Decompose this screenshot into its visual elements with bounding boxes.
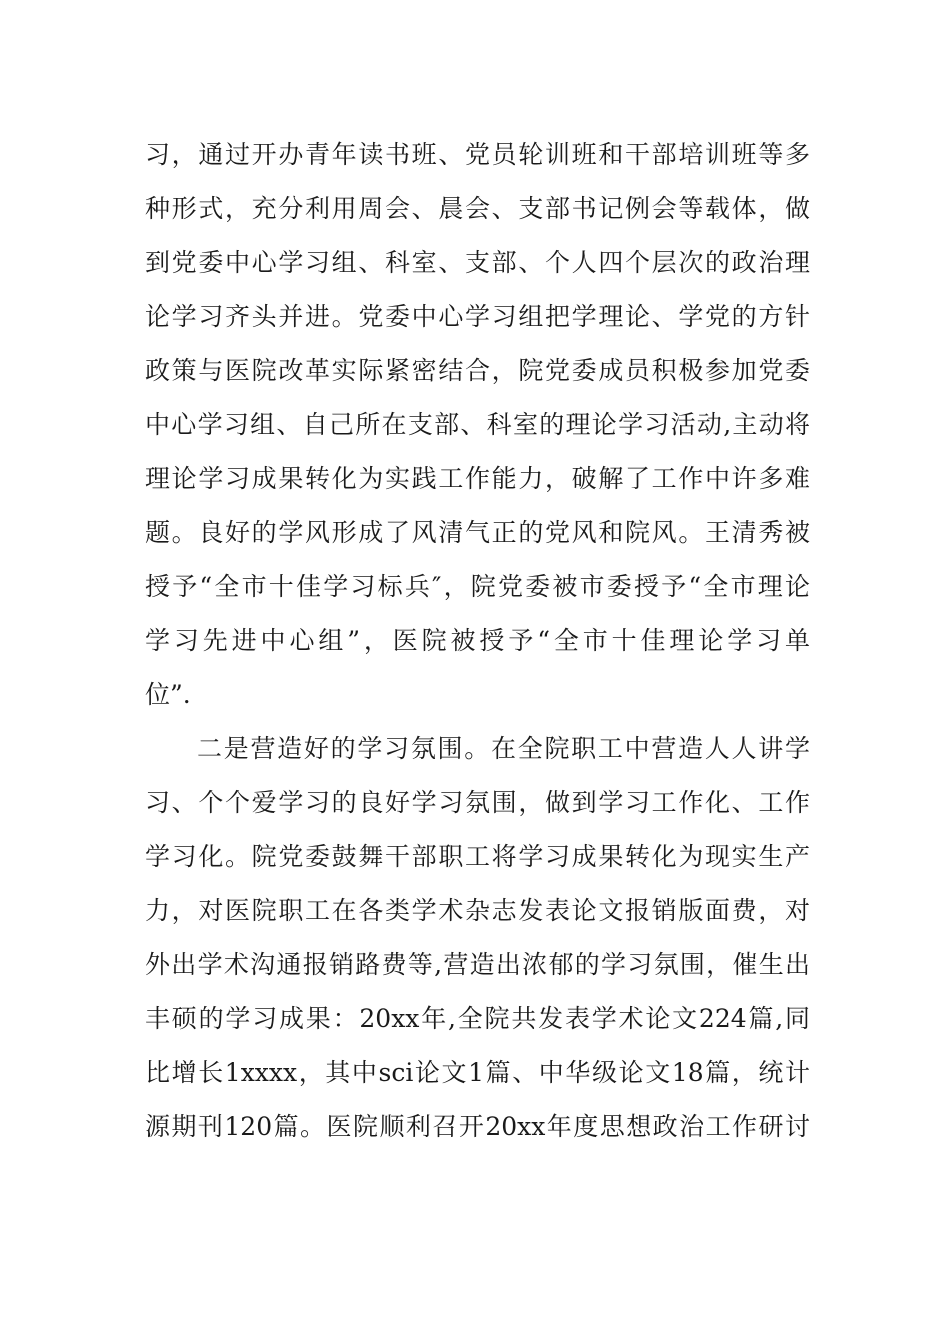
text-line: 比增长1xxxx，其中sci论文1篇、中华级论文18篇，统计 <box>145 1058 810 1087</box>
text-line-paragraph-end: 位”. <box>145 680 191 709</box>
text-line: 政策与医院改革实际紧密结合，院党委成员积极参加党委 <box>145 356 810 385</box>
text-line: 到党委中心学习组、科室、支部、个人四个层次的政治理 <box>145 248 810 277</box>
text-line: 源期刊120篇。医院顺利召开20xx年度思想政治工作研讨 <box>145 1112 810 1141</box>
text-line: 习，通过开办青年读书班、党员轮训班和干部培训班等多 <box>145 140 810 169</box>
text-line: 理论学习成果转化为实践工作能力，破解了工作中许多难 <box>145 464 810 493</box>
text-line: 丰硕的学习成果：20xx年,全院共发表学术论文224篇,同 <box>145 1004 810 1033</box>
text-line: 中心学习组、自己所在支部、科室的理论学习活动,主动将 <box>145 410 810 439</box>
text-line: 外出学术沟通报销路费等,营造出浓郁的学习氛围，催生出 <box>145 950 810 979</box>
text-line-paragraph-start: 二是营造好的学习氛围。在全院职工中营造人人讲学 <box>197 734 810 763</box>
text-line: 种形式，充分利用周会、晨会、支部书记例会等载体，做 <box>145 194 810 223</box>
text-line: 习、个个爱学习的良好学习氛围，做到学习工作化、工作 <box>145 788 810 817</box>
text-line: 学习先进中心组”，医院被授予“全市十佳理论学习单 <box>145 626 810 655</box>
text-line: 授予“全市十佳学习标兵″，院党委被市委授予“全市理论 <box>145 572 810 601</box>
text-line: 论学习齐头并进。党委中心学习组把学理论、学党的方针 <box>145 302 810 331</box>
text-line: 学习化。院党委鼓舞干部职工将学习成果转化为现实生产 <box>145 842 810 871</box>
text-line: 力，对医院职工在各类学术杂志发表论文报销版面费，对 <box>145 896 810 925</box>
text-line: 题。良好的学风形成了风清气正的党风和院风。王清秀被 <box>145 518 810 547</box>
